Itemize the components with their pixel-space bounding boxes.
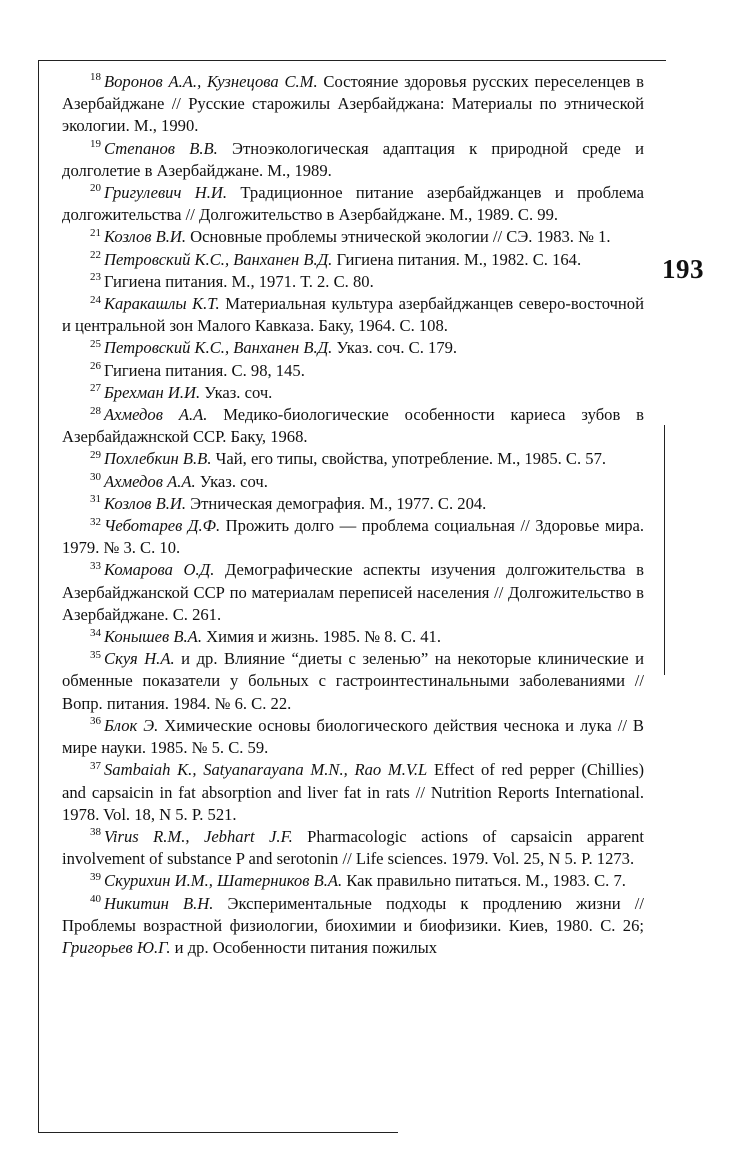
endnote-text: Чай, его типы, свойства, употребление. М., 1985. С. 57. xyxy=(211,449,607,469)
endnote-number: 20 xyxy=(90,182,101,195)
endnote-text: Effect of red pepper (Chillies) and capsaicin in fat absorption and liver fat in rats // Nutrition Reports International. 1978. Vol. 18, N 5. P. 521. xyxy=(62,760,644,824)
endnote-number: 31 xyxy=(90,493,101,506)
endnote-number: 26 xyxy=(90,360,101,373)
endnote xyxy=(62,337,644,359)
endnote xyxy=(62,626,644,648)
endnote-author: Григорьев Ю.Г. xyxy=(62,937,171,957)
endnote-number: 22 xyxy=(90,249,101,262)
endnotes-list xyxy=(62,71,644,959)
endnote xyxy=(62,715,644,759)
endnote-number: 40 xyxy=(90,892,101,905)
endnote xyxy=(62,71,644,138)
endnote-text: Гигиена питания. С. 98, 145. xyxy=(104,360,305,380)
endnote-text: Гигиена питания. М., 1971. Т. 2. С. 80. xyxy=(104,271,374,291)
endnote-number: 25 xyxy=(90,337,101,350)
endnote-text: Этническая демография. М., 1977. С. 204. xyxy=(186,493,487,513)
endnote-author: Григулевич Н.И. xyxy=(104,183,228,203)
endnote-author: Блок Э. xyxy=(104,715,159,735)
endnote-author: Петровский К.С., Ванханен В.Д. xyxy=(104,338,333,358)
endnote-number: 18 xyxy=(90,71,101,84)
endnote-text: Этноэкологическая адаптация к природной среде и долголетие в Азербайджане. М., 1989. xyxy=(62,138,644,180)
endnote-author: Петровский К.С., Ванханен В.Д. xyxy=(104,249,333,269)
endnote xyxy=(62,493,644,515)
endnote xyxy=(62,293,644,337)
endnote xyxy=(62,893,644,960)
endnote-text: Демографические аспекты изучения долгожительства в Азербайджанской ССР по материалам переписей населения // Долгожительство в Азербайджане. С. 261. xyxy=(62,560,645,624)
endnote-author: Брехман И.И. xyxy=(104,382,201,402)
endnote-number: 32 xyxy=(90,515,101,528)
endnote-number: 33 xyxy=(90,559,101,572)
endnote xyxy=(62,138,644,182)
endnote xyxy=(62,870,644,892)
frame-bottom-line xyxy=(38,1132,398,1133)
endnote xyxy=(62,360,644,382)
endnote xyxy=(62,249,644,271)
endnote-number: 38 xyxy=(90,826,101,839)
endnote xyxy=(62,471,644,493)
endnote-number: 35 xyxy=(90,648,101,661)
endnote-author: Sambaiah K., Satyanarayana M.N., Rao M.V.L xyxy=(104,760,428,780)
endnote-author: Козлов В.И. xyxy=(104,227,187,247)
endnote-author: Скурихин И.М., Шатерников В.А. xyxy=(104,871,343,891)
endnote-text: Основные проблемы этнической экологии // СЭ. 1983. № 1. xyxy=(186,227,611,247)
endnote-text: Медико-биологические особенности кариеса зубов в Азербайдажнской ССР. Баку, 1968. xyxy=(62,405,644,447)
endnote-author: Никитин В.Н. xyxy=(104,893,214,913)
endnote-text: Как правильно питаться. М., 1983. С. 7. xyxy=(342,871,626,891)
endnote xyxy=(62,648,644,715)
endnote-number: 36 xyxy=(90,715,101,728)
endnote-number: 39 xyxy=(90,870,101,883)
endnote-author: Козлов В.И. xyxy=(104,493,187,513)
endnote-text: Указ. соч. С. 179. xyxy=(332,338,458,358)
endnote xyxy=(62,826,644,870)
endnote-text: Указ. соч. xyxy=(200,382,273,402)
endnote-number: 37 xyxy=(90,759,101,772)
endnote xyxy=(62,448,644,470)
endnote-text: Гигиена питания. М., 1982. С. 164. xyxy=(332,249,582,269)
frame-left-line xyxy=(38,60,39,1132)
endnote-text: Химические основы биологического действия чеснока и лука // В мире науки. 1985. № 5. С. 59. xyxy=(62,715,644,758)
endnote-number: 19 xyxy=(90,138,101,151)
endnote-text: Прожить долго — проблема социальная // Здоровье мира. 1979. № 3. С. 10. xyxy=(62,516,645,558)
endnote-text: Экспериментальные подходы к продлению жизни // Проблемы возрастной физиологии, биохимии и биофизики. Киев, 1980. С. 26; xyxy=(62,893,645,935)
endnote-number: 23 xyxy=(90,271,101,284)
frame-top-line xyxy=(38,60,666,61)
endnote-author: Похлебкин В.В. xyxy=(104,449,212,469)
endnote-author: Каракашлы К.Т. xyxy=(104,294,220,314)
endnote-author: Скуя Н.А. xyxy=(104,649,175,669)
endnote-text: и др. Особенности питания пожилых xyxy=(170,937,438,957)
endnote-author: Конышев В.А. xyxy=(104,627,202,647)
endnote xyxy=(62,382,644,404)
endnote xyxy=(62,182,644,226)
endnote-text: Pharmacologic actions of capsaicin apparent involvement of substance P and serotonin // Life sciences. 1979. Vol. 25, N 5. P. 1273. xyxy=(62,826,644,869)
endnote-author: Virus R.M., Jebhart J.F. xyxy=(104,826,293,846)
endnote-number: 34 xyxy=(90,626,101,639)
endnote xyxy=(62,271,644,293)
endnote-text: Состояние здоровья русских переселенцев в Азербайджане // Русские старожилы Азербайджана: Материалы по этнической экологии. М., 1990. xyxy=(62,72,644,136)
page-number: 193 xyxy=(662,254,704,284)
endnote xyxy=(62,226,644,248)
frame-right-line xyxy=(664,425,665,675)
endnote-author: Степанов В.В. xyxy=(104,138,218,158)
endnote xyxy=(62,404,644,448)
endnote xyxy=(62,559,644,626)
endnote-number: 30 xyxy=(90,471,101,484)
endnote-author: Комарова О.Д. xyxy=(104,560,215,580)
endnote-text: Указ. соч. xyxy=(195,471,268,491)
endnote xyxy=(62,515,644,559)
endnote-author: Ахмедов А.А. xyxy=(104,471,196,491)
endnote-author: Воронов А.А., Кузнецова С.М. xyxy=(104,72,318,91)
endnote-number: 29 xyxy=(90,448,101,461)
endnote-number: 27 xyxy=(90,382,101,395)
endnote-number: 28 xyxy=(90,404,101,417)
endnote-text: Традиционное питание азербайджанцев и проблема долгожительства // Долгожительство в Азербайджане. М., 1989. С. 99. xyxy=(62,183,645,225)
endnote xyxy=(62,759,644,826)
endnote-number: 24 xyxy=(90,293,101,306)
endnote-text: Материальная культура азербайджанцев северо-восточной и центральной зон Малого Кавказа. Баку, 1964. С. 108. xyxy=(62,294,644,336)
endnote-author: Чеботарев Д.Ф. xyxy=(104,516,221,536)
endnote-number: 21 xyxy=(90,226,101,239)
endnote-text: Химия и жизнь. 1985. № 8. С. 41. xyxy=(201,627,441,647)
endnote-text: и др. Влияние “диеты с зеленью” на некоторые клинические и обменные показатели у больных с гастроинтестинальными заболеваниями // Вопр. питания. 1984. № 6. С. 22. xyxy=(62,649,644,713)
endnote-author: Ахмедов А.А. xyxy=(104,405,208,425)
